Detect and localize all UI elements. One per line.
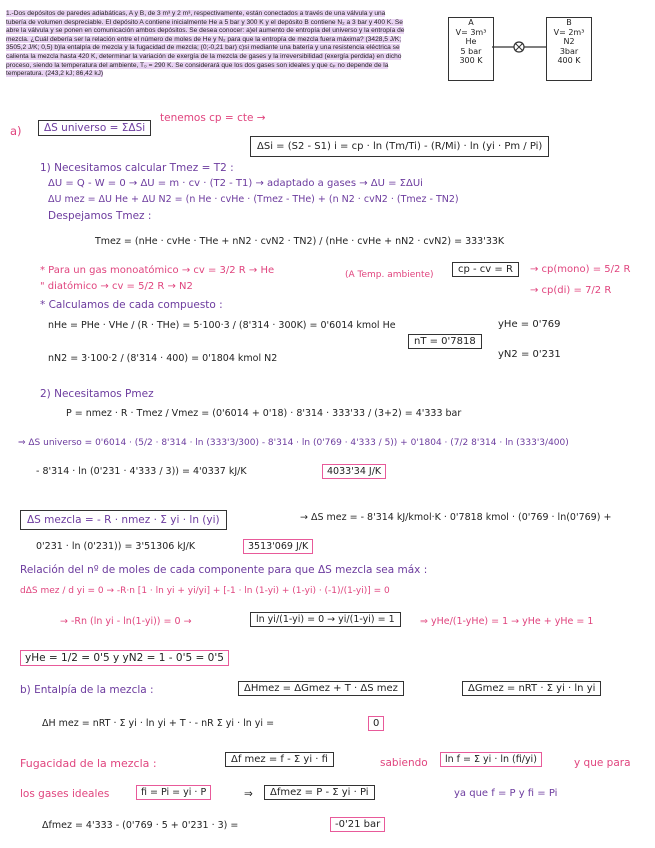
mayer-relation: cp - cv = R [452, 262, 519, 277]
internal-energy-mix: ΔU mez = ΔU He + ΔU N2 = (n He · cvHe · (Tmez - THe) + (n N2 · cvN2 · (Tmez - TN2) [48, 194, 459, 205]
fugacity-mix-formula: Δfmez = P - Σ yi · Pi [264, 785, 375, 800]
entropy-universe-result: - 8'314 · ln (0'231 · 4'333 / 3)) = 4'0337 kJ/K [36, 466, 247, 477]
pressure-mix-formula: P = nmez · R · Tmez / Vmez = (0'6014 + 0'18) · 8'314 · 333'33 / (3+2) = 4'333 bar [66, 408, 462, 419]
fugacity-mix-result: -0'21 bar [330, 817, 385, 832]
moles-he: nHe = PHe · VHe / (R · THe) = 5·100·3 / (8'314 · 300K) = 0'6014 kmol He [48, 320, 396, 331]
valve-pipe [492, 37, 552, 57]
entropy-change-formula: ΔSi = (S2 - S1) i = cp · ln (Tm/Ti) - (R/Mi) · ln (yi · Pm / Pi) [250, 136, 549, 157]
implies-arrow: ⇒ [244, 788, 253, 800]
tank-a-name: A [468, 18, 474, 27]
tmez-formula: Tmez = (nHe · cvHe · THe + nN2 · cvN2 · TN2) / (nHe · cvHe + nN2 · cvN2) = 333'33K [95, 236, 505, 247]
tank-a-pressure: 5 bar [460, 46, 482, 56]
step2-title: 2) Necesitamos Pmez [40, 388, 154, 400]
entropy-universe-def: ΔS universo = ΣΔSi [38, 120, 151, 136]
derivative-eq: dΔS mez / d yi = 0 → -R·n [1 · ln yi + yi/yi] + [-1 · ln (1-yi) + (1-yi) · (-1)/(1-yi)] = 0 [20, 586, 390, 596]
step1-title: 1) Necesitamos calcular Tmez = T2 : [40, 162, 234, 174]
tank-b-temp: 400 K [557, 56, 581, 65]
tank-a [448, 17, 494, 81]
and-for-label: y que para [574, 757, 631, 769]
entropy-mix-calc: → ΔS mez = - 8'314 kJ/kmol·K · 0'7818 kmol · (0'769 · ln(0'769) + [300, 512, 612, 523]
moles-n2: nN2 = 3·100·2 / (8'314 · 400) = 0'1804 kmol N2 [48, 353, 278, 364]
derivative-simplified: → -Rn (ln yi - ln(1-yi)) = 0 → [60, 616, 192, 627]
cp-constant-note: tenemos cp = cte → [160, 112, 266, 124]
tank-b-pressure: 3bar [559, 46, 579, 56]
enthalpy-mix-def: ΔHmez = ΔGmez + T · ΔS mez [238, 681, 404, 696]
tank-a-volume: V= 3m³ [455, 27, 487, 37]
cp-mono: → cp(mono) = 5/2 R [530, 264, 631, 275]
ambient-temp-note: (A Temp. ambiente) [345, 270, 434, 280]
tank-a-temp: 300 K [459, 56, 483, 65]
entropy-mix-def: ΔS mezcla = - R · nmez · Σ yi · ln (yi) [20, 510, 227, 530]
tank-b [546, 17, 592, 81]
mole-fraction-result: yHe = 1/2 = 0'5 y yN2 = 1 - 0'5 = 0'5 [20, 650, 229, 666]
enthalpy-mix-calc: ΔH mez = nRT · Σ yi · ln yi + T · - nR Σ yi · ln yi = [42, 718, 275, 729]
ideal-gases-label: los gases ideales [20, 788, 110, 800]
enthalpy-mix-result: 0 [368, 716, 384, 731]
knowing-label: sabiendo [380, 757, 428, 769]
cp-di: → cp(di) = 7/2 R [530, 285, 612, 296]
tank-b-volume: V= 2m³ [553, 27, 585, 37]
fugacity-def: Δf mez = f - Σ yi · fi [225, 752, 334, 767]
calc-compounds-title: * Calculamos de cada compuesto : [40, 299, 223, 311]
molar-fraction-he: yHe = 0'769 [498, 319, 561, 330]
ln-fugacity-def: ln f = Σ yi · ln (fi/yi) [440, 752, 542, 767]
monoatomic-note: * Para un gas monoatómico → cv = 3/2 R → He [40, 265, 275, 276]
solve-tmez-label: Despejamos Tmez : [48, 210, 152, 222]
problem-text: 1.-Dos depósitos de paredes adiabáticas, A y B, de 3 m³ y 2 m³, respectivamente, están conectados a través de una válvula y una tubería de volumen despreciable. El depósito A contiene inicialmente He a 5 bar y 300 K y el depósito B contiene N₂ a 3 bar y 400 K. Se abre la válvula y se ponen en comunicación ambos depósitos. Se desea conocer: a)el aumento de entropía del universo y la entropía de mezcla. ¿Cuál debería ser la relación entre el número de moles de He y N₂ para que la entropía de mezcla fuera máxima? (3428,5 J/K; 3505,2 J/K; 0,5) b)la entalpía de mezcla y la fugacidad de mezcla; (0;-0,21 bar) c)si mediante una batería y una resistencia eléctrica se calienta la mezcla hasta 420 K, determinar la variación de exergía de la mezcla de gases y la irreversibilidad (exergía perdida) en dicho proceso, siendo la temperatura del ambiente, T₀ = 290 K. Se considerará que los dos gases son ideales y que cₚ no depende de la temperatura. (243,2 kJ; 86,42 kJ) [6, 10, 405, 78]
tank-b-gas: N2 [563, 37, 575, 46]
yhe-equation: ⇒ yHe/(1-yHe) = 1 → yHe + yHe = 1 [420, 616, 594, 627]
tank-b-name: B [566, 18, 572, 27]
total-moles: nT = 0'7818 [408, 334, 482, 349]
problem-statement [6, 10, 406, 79]
fugacity-title: Fugacidad de la mezcla : [20, 757, 157, 770]
entropy-mix-result: 0'231 · ln (0'231)) = 3'51306 kJ/K [36, 541, 196, 552]
ln-ratio-zero: ln yi/(1-yi) = 0 → yi/(1-yi) = 1 [250, 612, 401, 627]
gibbs-mix-def: ΔGmez = nRT · Σ yi · ln yi [462, 681, 601, 696]
enthalpy-mix-title: b) Entalpía de la mezcla : [20, 684, 154, 696]
tank-a-gas: He [465, 37, 477, 46]
entropy-universe-calc: ⇒ ΔS universo = 0'6014 · (5/2 · 8'314 · ln (333'3/300) - 8'314 · ln (0'769 · 4'333 / 5)) + 0'1804 · (7/2 8'314 · ln (333'3/400) [18, 438, 569, 448]
fugacity-mix-calc: Δfmez = 4'333 - (0'769 · 5 + 0'231 · 3) = [42, 820, 239, 831]
ideal-fugacity: fi = Pi = yi · P [136, 785, 211, 800]
internal-energy-eq: ΔU = Q - W = 0 → ΔU = m · cv · (T2 - T1) → adaptado a gases → ΔU = ΣΔUi [48, 178, 423, 189]
part-a-label: a) [10, 124, 22, 138]
entropy-universe-joules: 4033'34 J/K [322, 464, 386, 479]
max-entropy-title: Relación del nº de moles de cada componente para que ΔS mezcla sea máx : [20, 564, 428, 576]
diatomic-note: " diatómico → cv = 5/2 R → N2 [40, 281, 193, 292]
entropy-mix-joules: 3513'069 J/K [243, 539, 313, 554]
since-label: ya que f = P y fi = Pi [454, 788, 558, 799]
molar-fraction-n2: yN2 = 0'231 [498, 349, 561, 360]
